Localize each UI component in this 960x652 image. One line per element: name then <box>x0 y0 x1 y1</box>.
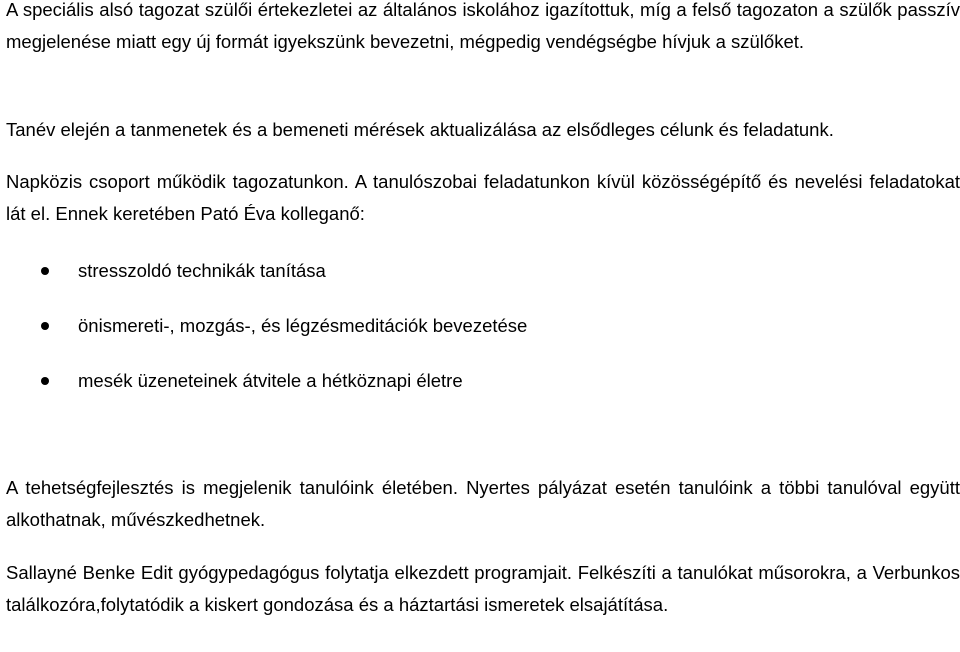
bullet-list-item <box>0 311 960 341</box>
bullet-text: önismereti-, mozgás-, és légzésmeditációk bevezetése <box>78 315 528 336</box>
paragraph-parent-meetings: A speciális alsó tagozat szülői értekezletei az általános iskolához igazítottuk, míg a felső tagozaton a szülők passzív megjelenése miatt egy új formát igyekszünk bevezetni, mégpedig vendégségbe hívjuk a szülőket. <box>6 0 960 52</box>
paragraph-day-care-group: Napközis csoport működik tagozatunkon. A tanulószobai feladatunkon kívül közösségépítő és nevelési feladatokat lát el. Ennek keretében Pató Éva kolleganő: <box>6 171 960 224</box>
paragraph-school-year-goals: Tanév elején a tanmenetek és a bemeneti mérések aktualizálása az elsődleges célunk és feladatunk. <box>6 119 834 140</box>
bullet-text: stresszoldó technikák tanítása <box>78 260 326 281</box>
paragraph-talent-development: A tehetségfejlesztés is megjelenik tanulóink életében. Nyertes pályázat esetén tanulóink a többi tanulóval együtt alkothatnak, művészkedhetnek. <box>6 477 960 530</box>
paragraph-special-education: Sallayné Benke Edit gyógypedagógus folytatja elkezdett programjait. Felkészíti a tanulókat műsorokra, a Verbunkos találkozóra,folytatódik a kiskert gondozása és a háztartási ismeretek elsajátítása. <box>6 562 960 615</box>
bullet-icon <box>41 322 49 330</box>
bullet-icon <box>41 267 49 275</box>
bullet-list-item <box>0 256 960 286</box>
bullet-list-item <box>0 366 960 396</box>
bullet-icon <box>41 377 49 385</box>
bullet-text: mesék üzeneteinek átvitele a hétköznapi életre <box>78 370 463 391</box>
